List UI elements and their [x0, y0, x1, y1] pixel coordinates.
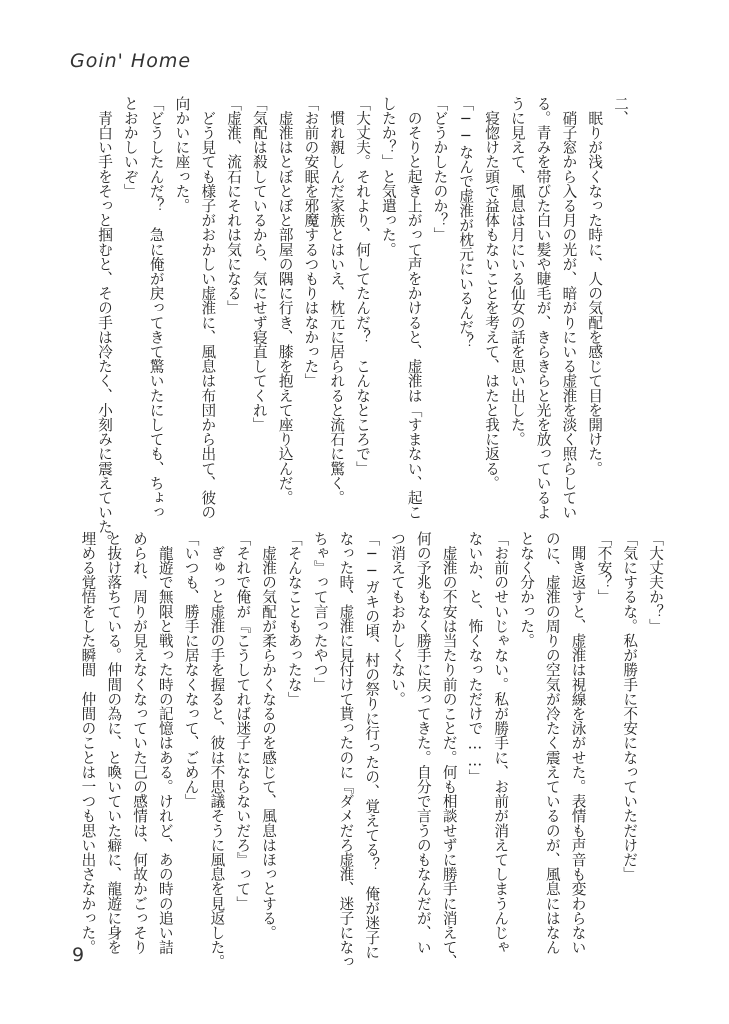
text-line: 「──なんで虚淮が枕元にいるんだ？	[457, 96, 475, 349]
text-line: つ消えてもおかしくない。	[389, 531, 407, 707]
text-line: 「大丈夫。それより、何してたんだ？ こんなところで」	[354, 96, 372, 476]
text-line: なった時、虚淮に見付けて貰ったのに『ダメだろ虚淮、迷子になっ	[337, 531, 355, 969]
text-line: る。青みを帯びた白い髪や睫毛が、きらきらと光を放っているよ	[534, 96, 552, 520]
upper-text-block	[78, 96, 633, 549]
text-line: 「大丈夫か？」	[647, 531, 664, 634]
running-head: Goin' Home	[70, 50, 192, 72]
text-line: ないか、と、怖くなっただけで……」	[466, 531, 484, 784]
text-line: 「──ガキの頃、村の祭りに行ったの、覚えてる？ 俺が迷子に	[363, 531, 381, 960]
text-line: 「どうしたんだ？ 急に俺が戻ってきて驚いたにしても、ちょっ	[147, 96, 165, 520]
text-line: 龍遊で無限と戦った時の記憶はある。けれど、あの時の追い詰	[156, 531, 174, 955]
text-line: となく分かった。	[518, 531, 536, 648]
text-line: 硝子窓から入る月の光が、暗がりにいる虚淮を淡く照らしてい	[560, 96, 578, 520]
text-line: 「虚淮、流石にそれは気になる」	[225, 96, 243, 315]
text-line: ちゃ』って言ったやつ」	[311, 531, 329, 692]
text-line: められ、周りが見えなくなっていた己の感情は、何故かごっそり	[131, 531, 149, 955]
text-line: 「お前のせいじゃない。私が勝手に、お前が消えてしまうんじゃ	[492, 531, 510, 955]
text-line: 「不安？」	[595, 531, 613, 604]
text-line: と抜け落ちている。仲間の為に、と喚いていた癖に、龍遊に身を	[105, 531, 123, 955]
text-line: 何の予兆もなく勝手に戻ってきた。自分で言うのもなんだが、い	[414, 531, 432, 955]
text-line: したか？」と気遣った。	[379, 96, 397, 257]
text-line: 眠りが浅くなった時に、人の気配を感じて目を開けた。	[586, 96, 604, 476]
text-line: 聞き返すと、虚淮は視線を泳がせた。表情も声音も変わらない	[569, 531, 587, 955]
page-number: 9	[72, 944, 85, 966]
text-line: とおかしいぞ」	[121, 96, 139, 199]
text-line: 青白い手をそっと掴むと、その手は冷たく、小刻みに震えていた。	[96, 96, 114, 549]
text-line: ぎゅっと虚淮の手を握ると、彼は不思議そうに風息を見返した。	[208, 531, 226, 969]
text-line: 「気配は殺しているから、気にせず寝直してくれ」	[250, 96, 268, 432]
text-line: 寝惚けた頭で益体もないことを考えて、はたと我に返る。	[483, 96, 501, 491]
chapter-heading: 二、	[612, 96, 629, 126]
text-line: 「それで俺が『こうしてれば迷子にならないだろ』って」	[234, 531, 252, 911]
text-line: 虚淮はとぼとぼと部屋の隅に行き、膝を抱えて座り込んだ。	[276, 96, 294, 505]
text-line: 埋める覚悟をした瞬間 仲間のことは一つも思い出さなかった。	[79, 531, 97, 955]
text-line: どう見ても様子がおかしい虚淮に、風息は布団から出て、彼の	[199, 96, 217, 520]
text-line: うに見えて、風息は月にいる仙女の話を思い出した。	[508, 96, 526, 447]
text-line: のそりと起き上がって声をかけると、虚淮は「すまない、起こ	[405, 96, 423, 520]
text-line: 虚淮の不安は当たり前のことだ。何も相談せずに勝手に消えて、	[440, 531, 458, 969]
text-line: 向かいに座った。	[173, 96, 191, 213]
text-line: 「お前の安眠を邪魔するつもりはなかった」	[302, 96, 320, 388]
lower-text-block	[78, 531, 668, 969]
text-line: のに、虚淮の周りの空気が冷たく震えているのが、風息にはなん	[543, 531, 561, 955]
text-line: 「そんなこともあったな」	[285, 531, 303, 707]
text-line: 「気にするな。私が勝手に不安になっていただけだ」	[621, 531, 639, 882]
text-line: 「どうかしたのか？」	[431, 96, 449, 242]
text-line: 慣れ親しんだ家族とはいえ、枕元に居られると流石に驚く。	[328, 96, 346, 505]
text-line: 虚淮の気配が柔らかくなるのを感じて、風息はほっとする。	[260, 531, 278, 940]
text-line: 「いつも、勝手に居なくなって、ごめん」	[182, 531, 200, 809]
